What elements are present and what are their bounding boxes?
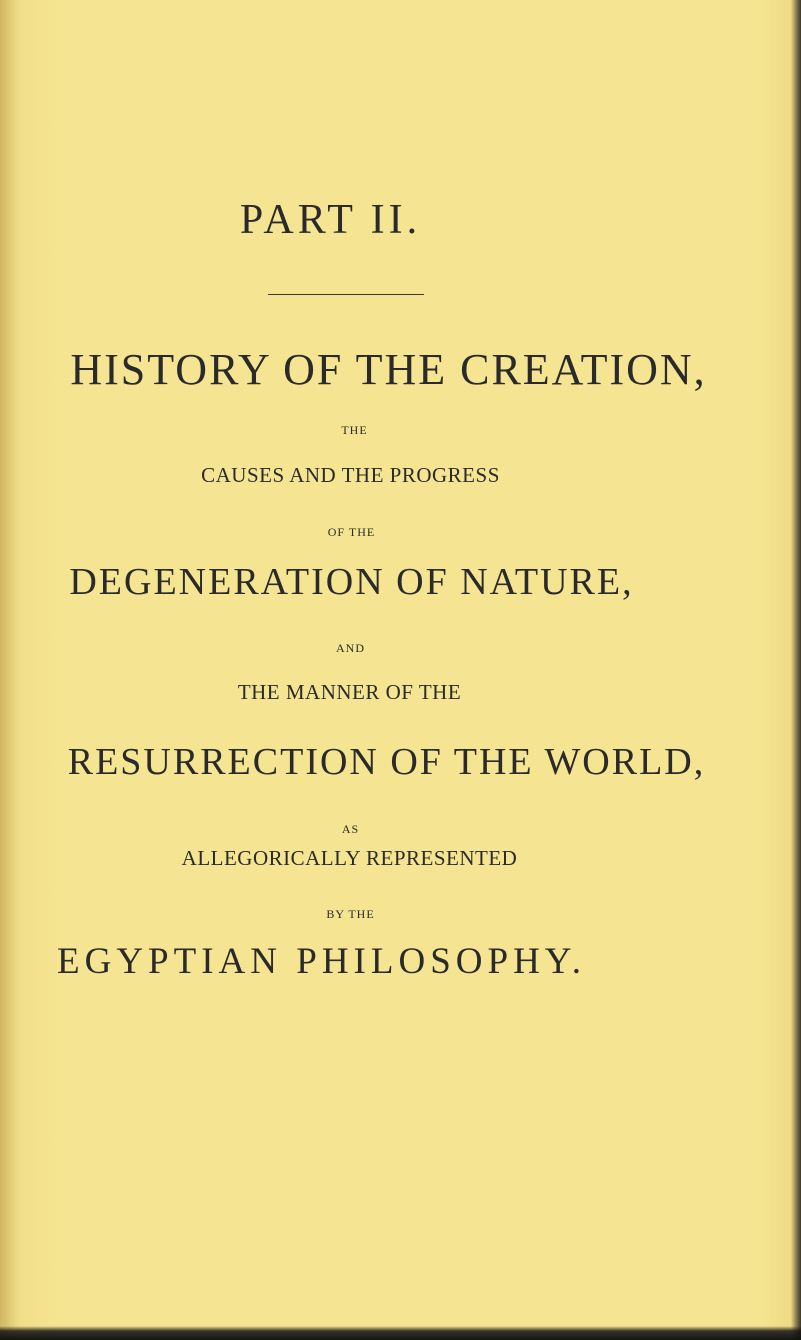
small-connector-as: AS [341,822,360,836]
main-title: HISTORY OF THE CREATION, [70,345,707,394]
divider-rule [268,294,424,295]
subtitle-resurrection: RESURRECTION OF THE WORLD, [67,741,706,783]
subtitle-degeneration: DEGENERATION OF NATURE, [69,561,634,603]
subtitle-egyptian-philosophy: EGYPTIAN PHILOSOPHY. [57,941,586,982]
subtitle-causes: CAUSES AND THE PROGRESS [201,463,500,487]
subtitle-allegorically: ALLEGORICALLY REPRESENTED [181,846,518,870]
small-connector-of-the: OF THE [327,525,376,539]
small-connector-by-the: BY THE [326,907,375,921]
page-right-edge [791,0,801,1340]
small-connector-the: THE [341,423,368,437]
page-bottom-edge [0,1326,801,1340]
part-heading: PART II. [239,197,422,243]
small-connector-and: AND [336,641,365,655]
subtitle-manner: THE MANNER OF THE [237,680,462,704]
